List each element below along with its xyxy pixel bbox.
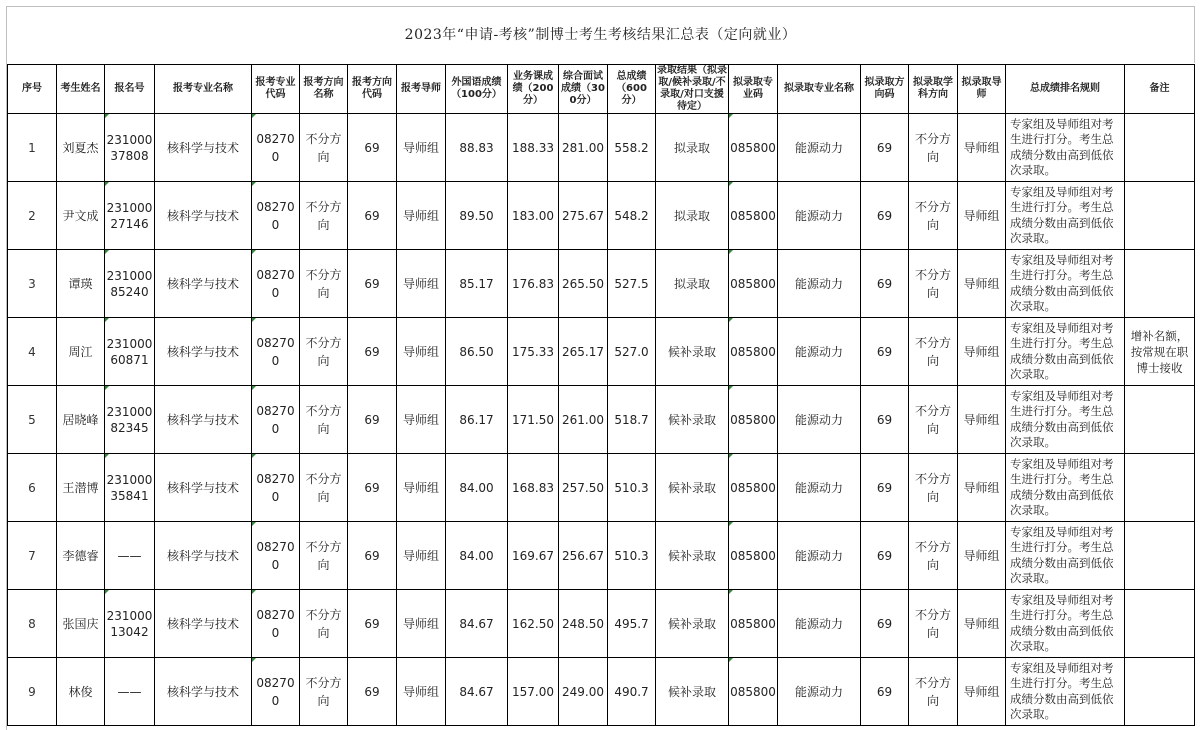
cell-major: 核科学与技术 bbox=[155, 182, 252, 250]
cell-direction: 不分方向 bbox=[300, 318, 348, 386]
cell-major: 核科学与技术 bbox=[155, 114, 252, 182]
cell-foreign: 84.00 bbox=[446, 454, 508, 522]
cell-major: 核科学与技术 bbox=[155, 454, 252, 522]
header-adm-dir-code: 拟录取方向码 bbox=[861, 65, 909, 114]
cell-interview: 261.00 bbox=[559, 386, 608, 454]
cell-adm-code: 085800 bbox=[729, 590, 778, 658]
cell-direction: 不分方向 bbox=[300, 182, 348, 250]
cell-result: 候补录取 bbox=[656, 386, 729, 454]
cell-rule: 专家组及导师组对考生进行打分。考生总成绩分数由高到低依次录取。 bbox=[1006, 386, 1125, 454]
header-course: 业务课成绩（200分） bbox=[508, 65, 559, 114]
table-row bbox=[8, 386, 1195, 454]
cell-note bbox=[1125, 114, 1195, 182]
cell-adm-dir-code: 69 bbox=[861, 386, 909, 454]
cell-regno: 23100027146 bbox=[105, 182, 155, 250]
cell-course: 157.00 bbox=[508, 658, 559, 726]
cell-seq: 6 bbox=[8, 454, 57, 522]
cell-total: 490.7 bbox=[608, 658, 656, 726]
cell-foreign: 85.17 bbox=[446, 250, 508, 318]
header-rule: 总成绩排名规则 bbox=[1006, 65, 1125, 114]
table-row bbox=[8, 182, 1195, 250]
cell-major: 核科学与技术 bbox=[155, 590, 252, 658]
header-seq: 序号 bbox=[8, 65, 57, 114]
cell-total: 510.3 bbox=[608, 454, 656, 522]
cell-adm-dir-code: 69 bbox=[861, 658, 909, 726]
cell-adm-dir-code: 69 bbox=[861, 250, 909, 318]
cell-name: 王潜博 bbox=[57, 454, 105, 522]
cell-regno: 23100082345 bbox=[105, 386, 155, 454]
cell-interview: 248.50 bbox=[559, 590, 608, 658]
cell-total: 495.7 bbox=[608, 590, 656, 658]
cell-major-code: 082700 bbox=[252, 114, 300, 182]
cell-major: 核科学与技术 bbox=[155, 522, 252, 590]
cell-result: 候补录取 bbox=[656, 454, 729, 522]
cell-result: 候补录取 bbox=[656, 522, 729, 590]
cell-adm-dir: 不分方向 bbox=[909, 522, 958, 590]
header-advisor: 报考导师 bbox=[397, 65, 446, 114]
cell-name: 居晓峰 bbox=[57, 386, 105, 454]
cell-foreign: 84.00 bbox=[446, 522, 508, 590]
cell-adm-dir: 不分方向 bbox=[909, 182, 958, 250]
cell-direction: 不分方向 bbox=[300, 522, 348, 590]
cell-adm-advisor: 导师组 bbox=[958, 182, 1006, 250]
cell-major: 核科学与技术 bbox=[155, 250, 252, 318]
cell-adm-code: 085800 bbox=[729, 182, 778, 250]
cell-adm-dir: 不分方向 bbox=[909, 590, 958, 658]
cell-seq: 7 bbox=[8, 522, 57, 590]
cell-course: 162.50 bbox=[508, 590, 559, 658]
cell-rule: 专家组及导师组对考生进行打分。考生总成绩分数由高到低依次录取。 bbox=[1006, 522, 1125, 590]
cell-regno: 23100060871 bbox=[105, 318, 155, 386]
cell-result: 拟录取 bbox=[656, 114, 729, 182]
cell-direction: 不分方向 bbox=[300, 658, 348, 726]
cell-major-code: 082700 bbox=[252, 386, 300, 454]
cell-total: 548.2 bbox=[608, 182, 656, 250]
header-adm-major: 拟录取专业名称 bbox=[778, 65, 861, 114]
header-row bbox=[8, 65, 1195, 114]
cell-regno: —— bbox=[105, 522, 155, 590]
cell-result: 候补录取 bbox=[656, 658, 729, 726]
cell-note bbox=[1125, 590, 1195, 658]
cell-rule: 专家组及导师组对考生进行打分。考生总成绩分数由高到低依次录取。 bbox=[1006, 590, 1125, 658]
cell-rule: 专家组及导师组对考生进行打分。考生总成绩分数由高到低依次录取。 bbox=[1006, 454, 1125, 522]
cell-adm-advisor: 导师组 bbox=[958, 590, 1006, 658]
cell-note bbox=[1125, 658, 1195, 726]
cell-adm-dir-code: 69 bbox=[861, 454, 909, 522]
cell-major: 核科学与技术 bbox=[155, 386, 252, 454]
cell-name: 林俊 bbox=[57, 658, 105, 726]
cell-adm-advisor: 导师组 bbox=[958, 250, 1006, 318]
table-row bbox=[8, 658, 1195, 726]
table-body bbox=[8, 114, 1195, 726]
cell-major-code: 082700 bbox=[252, 182, 300, 250]
header-name: 考生姓名 bbox=[57, 65, 105, 114]
table-row bbox=[8, 590, 1195, 658]
cell-direction-code: 69 bbox=[348, 386, 397, 454]
table-header bbox=[8, 65, 1195, 114]
cell-advisor: 导师组 bbox=[397, 386, 446, 454]
cell-adm-advisor: 导师组 bbox=[958, 318, 1006, 386]
cell-regno: 23100037808 bbox=[105, 114, 155, 182]
cell-advisor: 导师组 bbox=[397, 250, 446, 318]
cell-adm-code: 085800 bbox=[729, 114, 778, 182]
cell-rule: 专家组及导师组对考生进行打分。考生总成绩分数由高到低依次录取。 bbox=[1006, 318, 1125, 386]
header-adm-dir: 拟录取学科方向 bbox=[909, 65, 958, 114]
cell-adm-major: 能源动力 bbox=[778, 386, 861, 454]
cell-interview: 257.50 bbox=[559, 454, 608, 522]
cell-seq: 5 bbox=[8, 386, 57, 454]
cell-adm-major: 能源动力 bbox=[778, 250, 861, 318]
cell-total: 558.2 bbox=[608, 114, 656, 182]
cell-direction: 不分方向 bbox=[300, 386, 348, 454]
cell-adm-dir: 不分方向 bbox=[909, 318, 958, 386]
cell-foreign: 89.50 bbox=[446, 182, 508, 250]
table-row bbox=[8, 318, 1195, 386]
cell-total: 510.3 bbox=[608, 522, 656, 590]
cell-note bbox=[1125, 454, 1195, 522]
cell-seq: 4 bbox=[8, 318, 57, 386]
cell-note bbox=[1125, 386, 1195, 454]
cell-direction-code: 69 bbox=[348, 250, 397, 318]
cell-direction-code: 69 bbox=[348, 658, 397, 726]
cell-course: 169.67 bbox=[508, 522, 559, 590]
cell-course: 171.50 bbox=[508, 386, 559, 454]
cell-result: 拟录取 bbox=[656, 250, 729, 318]
cell-direction: 不分方向 bbox=[300, 114, 348, 182]
cell-rule: 专家组及导师组对考生进行打分。考生总成绩分数由高到低依次录取。 bbox=[1006, 250, 1125, 318]
cell-foreign: 84.67 bbox=[446, 590, 508, 658]
cell-note bbox=[1125, 522, 1195, 590]
cell-adm-code: 085800 bbox=[729, 386, 778, 454]
cell-major: 核科学与技术 bbox=[155, 658, 252, 726]
table-row bbox=[8, 250, 1195, 318]
cell-direction-code: 69 bbox=[348, 590, 397, 658]
cell-total: 518.7 bbox=[608, 386, 656, 454]
cell-adm-major: 能源动力 bbox=[778, 590, 861, 658]
cell-result: 候补录取 bbox=[656, 590, 729, 658]
cell-adm-dir-code: 69 bbox=[861, 318, 909, 386]
cell-interview: 265.17 bbox=[559, 318, 608, 386]
cell-direction: 不分方向 bbox=[300, 454, 348, 522]
cell-adm-dir-code: 69 bbox=[861, 590, 909, 658]
cell-regno: 23100013042 bbox=[105, 590, 155, 658]
cell-direction-code: 69 bbox=[348, 182, 397, 250]
header-major-code: 报考专业代码 bbox=[252, 65, 300, 114]
cell-rule: 专家组及导师组对考生进行打分。考生总成绩分数由高到低依次录取。 bbox=[1006, 114, 1125, 182]
cell-total: 527.0 bbox=[608, 318, 656, 386]
cell-adm-code: 085800 bbox=[729, 250, 778, 318]
cell-seq: 2 bbox=[8, 182, 57, 250]
cell-course: 176.83 bbox=[508, 250, 559, 318]
header-total: 总成绩（600分） bbox=[608, 65, 656, 114]
cell-advisor: 导师组 bbox=[397, 454, 446, 522]
cell-advisor: 导师组 bbox=[397, 114, 446, 182]
table-row bbox=[8, 522, 1195, 590]
cell-adm-code: 085800 bbox=[729, 658, 778, 726]
cell-interview: 265.50 bbox=[559, 250, 608, 318]
cell-seq: 9 bbox=[8, 658, 57, 726]
cell-foreign: 86.50 bbox=[446, 318, 508, 386]
cell-direction-code: 69 bbox=[348, 454, 397, 522]
header-adm-advisor: 拟录取导师 bbox=[958, 65, 1006, 114]
table-row bbox=[8, 114, 1195, 182]
cell-seq: 8 bbox=[8, 590, 57, 658]
cell-seq: 3 bbox=[8, 250, 57, 318]
cell-name: 谭瑛 bbox=[57, 250, 105, 318]
cell-interview: 256.67 bbox=[559, 522, 608, 590]
cell-adm-dir: 不分方向 bbox=[909, 250, 958, 318]
cell-major-code: 082700 bbox=[252, 590, 300, 658]
cell-adm-dir: 不分方向 bbox=[909, 386, 958, 454]
cell-major-code: 082700 bbox=[252, 250, 300, 318]
cell-direction: 不分方向 bbox=[300, 250, 348, 318]
results-table bbox=[7, 64, 1195, 726]
cell-note bbox=[1125, 250, 1195, 318]
cell-adm-major: 能源动力 bbox=[778, 318, 861, 386]
header-result: 录取结果（拟录取/候补录取/不录取/对口支援待定） bbox=[657, 65, 727, 112]
cell-result: 候补录取 bbox=[656, 318, 729, 386]
cell-adm-dir: 不分方向 bbox=[909, 454, 958, 522]
cell-direction-code: 69 bbox=[348, 114, 397, 182]
cell-adm-code: 085800 bbox=[729, 522, 778, 590]
cell-note: 增补名额，按常规在职博士接收 bbox=[1125, 318, 1195, 386]
cell-adm-dir: 不分方向 bbox=[909, 114, 958, 182]
cell-major-code: 082700 bbox=[252, 454, 300, 522]
cell-adm-code: 085800 bbox=[729, 454, 778, 522]
cell-advisor: 导师组 bbox=[397, 590, 446, 658]
cell-rule: 专家组及导师组对考生进行打分。考生总成绩分数由高到低依次录取。 bbox=[1006, 658, 1125, 726]
cell-seq: 1 bbox=[8, 114, 57, 182]
cell-name: 周江 bbox=[57, 318, 105, 386]
page-title: 2023年“申请-考核”制博士考生考核结果汇总表（定向就业） bbox=[7, 7, 1195, 63]
cell-major-code: 082700 bbox=[252, 658, 300, 726]
cell-regno: 23100085240 bbox=[105, 250, 155, 318]
cell-course: 175.33 bbox=[508, 318, 559, 386]
cell-adm-major: 能源动力 bbox=[778, 658, 861, 726]
cell-adm-dir-code: 69 bbox=[861, 182, 909, 250]
cell-adm-advisor: 导师组 bbox=[958, 114, 1006, 182]
cell-foreign: 86.17 bbox=[446, 386, 508, 454]
header-major: 报考专业名称 bbox=[155, 65, 252, 114]
header-direction-code: 报考方向代码 bbox=[348, 65, 397, 114]
cell-adm-advisor: 导师组 bbox=[958, 386, 1006, 454]
cell-direction-code: 69 bbox=[348, 522, 397, 590]
cell-name: 刘夏杰 bbox=[57, 114, 105, 182]
cell-adm-major: 能源动力 bbox=[778, 182, 861, 250]
cell-adm-major: 能源动力 bbox=[778, 454, 861, 522]
cell-adm-code: 085800 bbox=[729, 318, 778, 386]
cell-direction-code: 69 bbox=[348, 318, 397, 386]
header-note: 备注 bbox=[1125, 65, 1195, 114]
cell-adm-dir-code: 69 bbox=[861, 114, 909, 182]
table-row bbox=[8, 454, 1195, 522]
cell-adm-major: 能源动力 bbox=[778, 522, 861, 590]
cell-name: 尹文成 bbox=[57, 182, 105, 250]
header-regno: 报名号 bbox=[105, 65, 155, 114]
cell-total: 527.5 bbox=[608, 250, 656, 318]
cell-interview: 275.67 bbox=[559, 182, 608, 250]
cell-foreign: 88.83 bbox=[446, 114, 508, 182]
cell-adm-dir-code: 69 bbox=[861, 522, 909, 590]
cell-advisor: 导师组 bbox=[397, 182, 446, 250]
cell-regno: 23100035841 bbox=[105, 454, 155, 522]
cell-interview: 249.00 bbox=[559, 658, 608, 726]
cell-interview: 281.00 bbox=[559, 114, 608, 182]
cell-adm-advisor: 导师组 bbox=[958, 658, 1006, 726]
cell-adm-advisor: 导师组 bbox=[958, 454, 1006, 522]
cell-rule: 专家组及导师组对考生进行打分。考生总成绩分数由高到低依次录取。 bbox=[1006, 182, 1125, 250]
cell-major-code: 082700 bbox=[252, 522, 300, 590]
cell-course: 183.00 bbox=[508, 182, 559, 250]
results-sheet bbox=[6, 6, 1195, 730]
cell-advisor: 导师组 bbox=[397, 318, 446, 386]
cell-adm-dir: 不分方向 bbox=[909, 658, 958, 726]
cell-course: 168.83 bbox=[508, 454, 559, 522]
cell-adm-advisor: 导师组 bbox=[958, 522, 1006, 590]
cell-course: 188.33 bbox=[508, 114, 559, 182]
header-direction: 报考方向名称 bbox=[300, 65, 348, 114]
cell-name: 张国庆 bbox=[57, 590, 105, 658]
cell-adm-major: 能源动力 bbox=[778, 114, 861, 182]
cell-major: 核科学与技术 bbox=[155, 318, 252, 386]
cell-result: 拟录取 bbox=[656, 182, 729, 250]
header-foreign: 外国语成绩（100分） bbox=[446, 65, 508, 114]
header-interview: 综合面试成绩（300分） bbox=[559, 65, 608, 114]
cell-regno: —— bbox=[105, 658, 155, 726]
cell-note bbox=[1125, 182, 1195, 250]
cell-direction: 不分方向 bbox=[300, 590, 348, 658]
cell-major-code: 082700 bbox=[252, 318, 300, 386]
cell-advisor: 导师组 bbox=[397, 522, 446, 590]
cell-advisor: 导师组 bbox=[397, 658, 446, 726]
cell-foreign: 84.67 bbox=[446, 658, 508, 726]
cell-name: 李德睿 bbox=[57, 522, 105, 590]
header-adm-code: 拟录取专业码 bbox=[729, 65, 778, 114]
